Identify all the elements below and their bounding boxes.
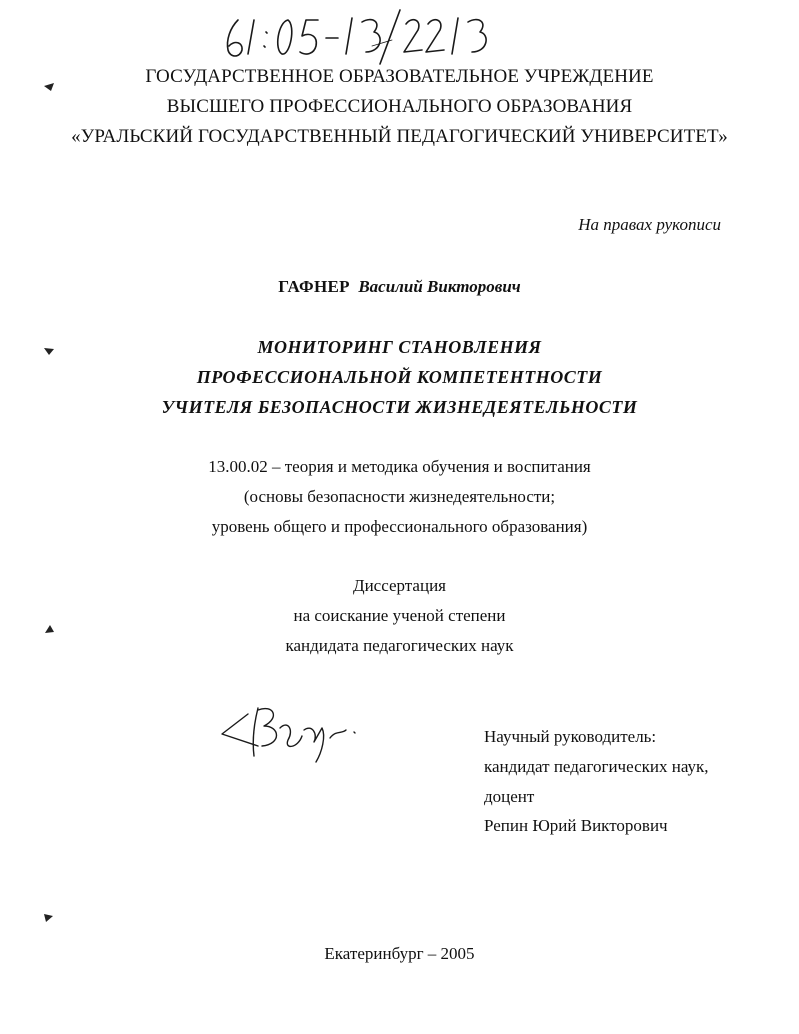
binding-hole-mark [42,910,56,922]
binding-mark-icon [42,623,56,635]
binding-mark-icon [42,80,56,92]
author-name [0,277,799,297]
title-line-2: ПРОФЕССИОНАЛЬНОЙ КОМПЕТЕНТНОСТИ [196,367,603,387]
specialty-line-1: 13.00.02 – теория и методика обучения и воспитания [208,457,591,476]
manuscript-rights-note: На правах рукописи [578,215,721,234]
binding-mark-icon [42,344,56,356]
supervisor-label: Научный руководитель: [484,727,657,746]
author-given-names: Василий Викторович [358,277,521,296]
author-signature [218,700,368,770]
title-line-1: МОНИТОРИНГ СТАНОВЛЕНИЯ [257,337,542,357]
institution-line-1: ГОСУДАРСТВЕННОЕ ОБРАЗОВАТЕЛЬНОЕ УЧРЕЖДЕНИЕ [145,66,654,87]
supervisor-name: Репин Юрий Викторович [484,816,668,835]
dissertation-line-3: кандидата педагогических наук [285,636,514,655]
institution-line-3: «УРАЛЬСКИЙ ГОСУДАРСТВЕННЫЙ ПЕДАГОГИЧЕСКИЙ УНИВЕРСИТЕТ» [71,126,728,147]
specialty-line-2: (основы безопасности жизнедеятельности; [243,487,556,506]
supervisor-rank: доцент [484,787,535,806]
binding-hole-mark [42,343,56,355]
binding-hole-mark [42,622,56,634]
specialty-line-3: уровень общего и профессионального образования) [211,517,588,536]
dissertation-line-2: на соискание ученой степени [293,606,506,625]
city-year: Екатеринбург – 2005 [324,944,475,963]
signature-drawing [218,700,368,770]
handwritten-number-drawing [222,6,522,68]
institution-line-2: ВЫСШЕГО ПРОФЕССИОНАЛЬНОГО ОБРАЗОВАНИЯ [166,96,633,117]
binding-hole-mark [42,79,56,91]
supervisor-degree: кандидат педагогических наук, [484,757,709,776]
author-surname: ГАФНЕР [278,277,350,296]
dissertation-line-1: Диссертация [352,576,446,595]
handwritten-archive-number [222,6,522,68]
binding-mark-icon [42,911,56,923]
title-line-3: УЧИТЕЛЯ БЕЗОПАСНОСТИ ЖИЗНЕДЕЯТЕЛЬНОСТИ [161,397,638,417]
